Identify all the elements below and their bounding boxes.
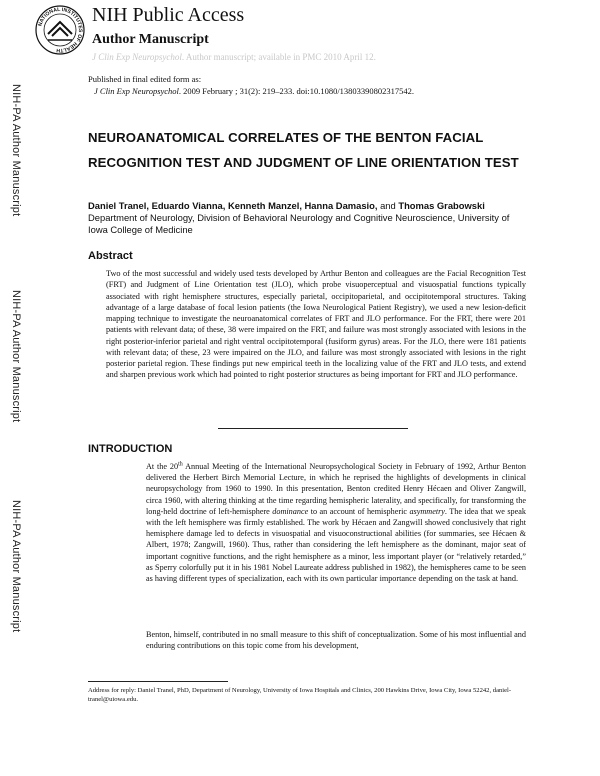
- citation-journal: J Clin Exp Neuropsychol: [94, 86, 179, 96]
- abstract-divider: [218, 428, 408, 429]
- intro-text-c: to an account of hemispheric: [308, 506, 410, 516]
- citation-details: . 2009 February ; 31(2): 219–233. doi:10.1080/13803390802317542.: [178, 86, 415, 96]
- footnote-address: Address for reply: Daniel Tranel, PhD, Department of Neurology, University of Iowa Hospitals and Clinics, 200 Hawkins Drive, Iowa City, Iowa 52242, daniel-tranel@uiowa.edu.: [88, 687, 512, 703]
- publication-info: [88, 73, 414, 97]
- side-label-bottom: NIH-PA Author Manuscript: [10, 500, 22, 633]
- side-label-middle: NIH-PA Author Manuscript: [10, 290, 22, 423]
- intro-text-b: Annual Meeting of the International Neuropsychological Society in February of 1992, Arthur Benton delivered the Herbert Birch Memorial Lecture, in which he reprised the highlights of developments in clinical neuropsychology from 1960 to 1990. In this presentation, Benton credited Henry Hécaen and Oliver Zangwill, circa 1960, with altering thinking at the time regarding hemispheric laterality, and specifically, for transforming the long-held doctrine of left-hemisphere: [146, 462, 526, 516]
- header-journal-line: [92, 52, 376, 62]
- side-label-top: NIH-PA Author Manuscript: [10, 84, 22, 217]
- intro-text-a: At the 20: [146, 462, 179, 471]
- svg-text:NATIONAL INSTITUTES OF HEALTH: NATIONAL INSTITUTES OF HEALTH: [37, 6, 84, 54]
- authors-and: and: [377, 200, 399, 211]
- introduction-paragraph-1: [146, 461, 526, 584]
- nih-logo: [34, 4, 86, 56]
- footnote-divider: [88, 681, 228, 682]
- header-title: NIH Public Access: [92, 4, 245, 26]
- authors-last: Thomas Grabowski: [398, 200, 485, 211]
- authors-main: Daniel Tranel, Eduardo Vianna, Kenneth Manzel, Hanna Damasio,: [88, 200, 378, 211]
- author-list: [88, 200, 485, 211]
- header-subtitle: Author Manuscript: [92, 32, 209, 47]
- publication-citation: [88, 85, 414, 97]
- author-affiliation: Department of Neurology, Division of Behavioral Neurology and Cognitive Neuroscience, University of Iowa College of Medicine: [88, 212, 510, 235]
- introduction-paragraph-2: Benton, himself, contributed in no small measure to this shift of conceptualization. Some of his most influential and enduring contributions on this topic come from his development,: [146, 630, 526, 651]
- abstract-text: Two of the most successful and widely used tests developed by Arthur Benton and colleagues are the Facial Recognition Test (FRT) and Judgment of Line Orientation test (JLO), which probe visuoperceptual and visuospatial functions typically associated with right hemisphere structures, especially parietal, occipitoparietal, and occipitotemporal structures. Taking advantage of a large database of focal lesion patients (the Iowa Neurological Patient Registry), we used a new lesion-deficit mapping technique to investigate the neuroanatomical correlates of FRT and JLO performance. For the FRT, there were 201 patients with relevant data; of these, 38 were impaired on the FRT, and failure was most strongly associated with lesions in the right posterior-inferior parietal and right ventral occipitotemporal (fusiform gyrus) areas. For the JLO, there were 181 patients with relevant data; of these, 23 were impaired on the JLO, and failure was most strongly associated with lesions in the right posterior parietal region. These findings put new empirical teeth in the localizing value of the FRT and JLO tests, and extend and sharpen previous work which had pointed to right posterior structures as being important for FRT and JLO performance.: [106, 269, 526, 380]
- intro-italic-asymmetry: asymmetry: [409, 506, 445, 516]
- publication-line: Published in final edited form as:: [88, 74, 202, 84]
- abstract-heading: Abstract: [88, 250, 133, 262]
- introduction-heading: INTRODUCTION: [88, 443, 173, 455]
- intro-italic-dominance: dominance: [272, 506, 309, 516]
- intro-text-d: . The idea that we speak with the left hemisphere was firmly established. The work by Hécaen and Zangwill showed conclusively that right hemisphere damage led to defects in visuospatial and visuoconstructional abilities (for summaries, see Hécaen & Albert, 1978; Zangwill, 1960). Thus, rather than considering the left hemisphere as the dominant, major seat of important cognitive functions, and the right hemisphere as a minor, less important player (or “relatively retarded,” as Sperry colorfully put it in his 1981 Nobel Laureate address published in 1982), the hemispheres came to be seen as having different types of specialization, each with its own particular importance depending on the task at hand.: [146, 506, 527, 584]
- article-title: NEUROANATOMICAL CORRELATES OF THE BENTON FACIAL RECOGNITION TEST AND JUDGMENT OF LINE ORIENTATION TEST: [88, 130, 519, 170]
- intro-superscript: th: [178, 461, 183, 468]
- header-journal-name: J Clin Exp Neuropsychol: [92, 52, 182, 62]
- header-availability: . Author manuscript; available in PMC 2010 April 12.: [181, 52, 376, 62]
